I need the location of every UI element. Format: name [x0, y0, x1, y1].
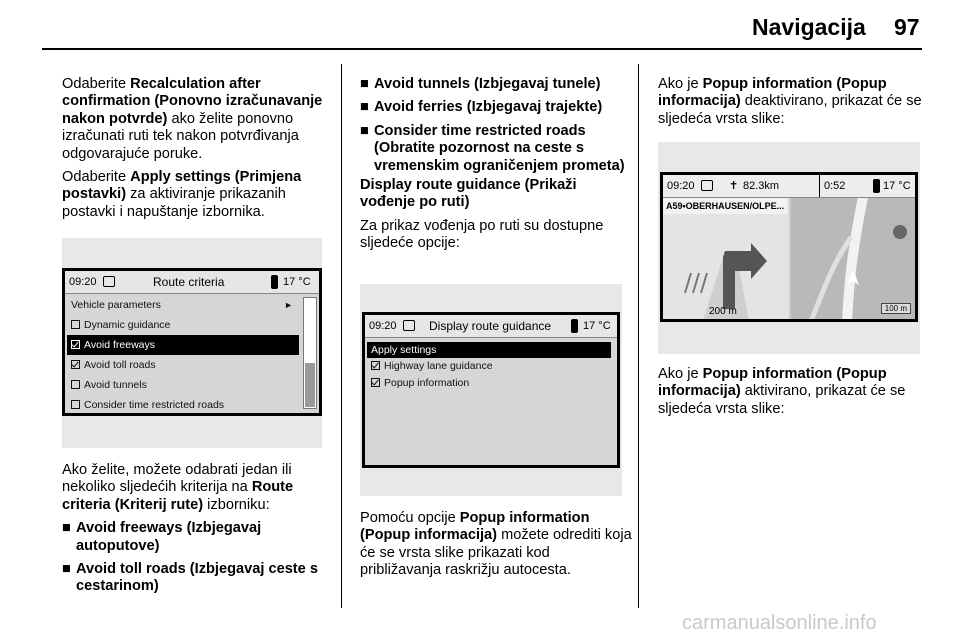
column-3-bottom: [658, 366, 928, 424]
menu-item-time-restricted-roads[interactable]: Consider time restricted roads: [67, 395, 299, 413]
checkbox-checked-icon: [371, 361, 380, 370]
street-name: A59•OBERHAUSEN/OLPE...: [663, 198, 787, 214]
clock: 09:20: [369, 320, 397, 332]
junction-view: [663, 197, 789, 319]
menu-item-vehicle-parameters[interactable]: Vehicle parameters ►: [67, 295, 299, 315]
map-view: [791, 197, 915, 319]
menu-item-avoid-toll-roads[interactable]: Avoid toll roads: [67, 355, 299, 375]
paragraph: Ako želite, možete odabrati jedan ili nekoliko sljedećih kriterija na Route criteria (Kriterij rute) izborniku:: [62, 462, 294, 513]
navigation-map-screen: [660, 172, 918, 322]
column-1-bottom: [62, 462, 332, 602]
paragraph: Odaberite Recalculation after confirmation (Ponovno izračunavanje nakon potvrde) ako želite ponovno izračunati ruti tek nakon potvrđivanja odgovarajuće poruke.: [62, 76, 323, 162]
watermark: carmanualsonline.info: [682, 612, 877, 634]
menu-item-dynamic-guidance[interactable]: Dynamic guidance: [67, 315, 299, 335]
menu-item-avoid-freeways[interactable]: Avoid freeways: [67, 335, 299, 355]
map-scale: 100 m: [881, 303, 911, 314]
screen-title: Route criteria: [153, 275, 225, 289]
clock: 09:20: [667, 180, 695, 192]
temperature: 17 °C: [583, 320, 611, 332]
remaining-distance: 82.3km: [743, 180, 780, 192]
route-criteria-figure: [62, 238, 322, 448]
paragraph: Za prikaz vođenja po ruti su dostupne sljedeće opcije:: [360, 217, 604, 252]
checkbox-checked-icon: [71, 340, 80, 349]
checkbox-checked-icon: [71, 360, 80, 369]
temperature: 17 °C: [883, 180, 911, 192]
list-item: ■ Avoid ferries (Izbjegavaj trajekte): [360, 99, 603, 116]
checkbox-icon: [71, 400, 80, 409]
compass-icon[interactable]: [893, 225, 907, 239]
status-icon: [103, 276, 115, 287]
list-item: ■ Avoid toll roads (Izbjegavaj ceste s cestarinom): [62, 561, 318, 595]
menu-item-avoid-tunnels[interactable]: Avoid tunnels: [67, 375, 299, 395]
screen-title: Display route guidance: [429, 319, 552, 333]
checkbox-icon: [71, 320, 80, 329]
thermometer-icon: [873, 179, 880, 193]
scrollbar[interactable]: [303, 297, 317, 409]
header-rule: [42, 48, 922, 50]
section-heading: Display route guidance (Prikaži vođenje po ruti): [360, 177, 577, 211]
scrollbar-thumb[interactable]: [305, 363, 315, 407]
column-3: [658, 76, 928, 134]
satellite-icon: ✝: [729, 180, 739, 192]
menu-item-highway-lane-guidance[interactable]: Highway lane guidance: [367, 358, 611, 375]
paragraph: Ako je Popup information (Popup informacija) deaktivirano, prikazat će se sljedeća vrsta slike:: [658, 76, 922, 127]
status-bar: [663, 175, 915, 198]
paragraph: Odaberite Apply settings (Primjena postavki) za aktiviranje prikazanih postavki i napuštanje izbornika.: [62, 169, 302, 220]
page-number: 97: [894, 14, 920, 40]
status-bar: [365, 315, 617, 338]
list-item: ■ Avoid tunnels (Izbjegavaj tunele): [360, 76, 601, 92]
column-2: [360, 76, 632, 259]
column-divider: [638, 64, 639, 608]
thermometer-icon: [571, 319, 578, 333]
criteria-list: [67, 295, 299, 413]
road-map: [791, 197, 915, 319]
display-route-guidance-screen: [362, 312, 620, 468]
paragraph: Ako je Popup information (Popup informacija) aktivirano, prikazat će se sljedeća vrsta slike:: [658, 366, 906, 417]
checkbox-icon: [71, 380, 80, 389]
checkbox-checked-icon: [371, 378, 380, 387]
turn-arrow-icon: [663, 197, 789, 319]
menu-item-apply-settings[interactable]: Apply settings: [367, 342, 611, 358]
status-bar: [65, 271, 319, 294]
turn-distance: 200 m: [709, 306, 737, 317]
map-figure: [658, 142, 920, 354]
column-1: [62, 76, 332, 227]
status-icon: [403, 320, 415, 331]
chevron-right-icon: ►: [284, 300, 293, 310]
remaining-time: 0:52: [819, 175, 845, 197]
status-icon: [701, 180, 713, 191]
paragraph: Pomoću opcije Popup information (Popup informacija) možete odrediti koja će se vrsta slike prikazati kod približavanja raskrižju autocesta.: [360, 510, 632, 579]
column-2-bottom: [360, 510, 632, 586]
menu-item-popup-information[interactable]: Popup information: [367, 375, 611, 392]
list-item: ■ Consider time restricted roads (Obratite pozornost na ceste s vremenskim ograničenjem prometa): [360, 122, 625, 174]
column-divider: [341, 64, 342, 608]
guidance-options-list: [367, 342, 611, 392]
display-route-guidance-figure: [360, 284, 622, 496]
temperature: 17 °C: [283, 276, 311, 288]
list-item: ■ Avoid freeways (Izbjegavaj autoputove): [62, 520, 262, 554]
page-title: Navigacija: [752, 14, 866, 40]
clock: 09:20: [69, 276, 97, 288]
route-criteria-screen: [62, 268, 322, 416]
thermometer-icon: [271, 275, 278, 289]
